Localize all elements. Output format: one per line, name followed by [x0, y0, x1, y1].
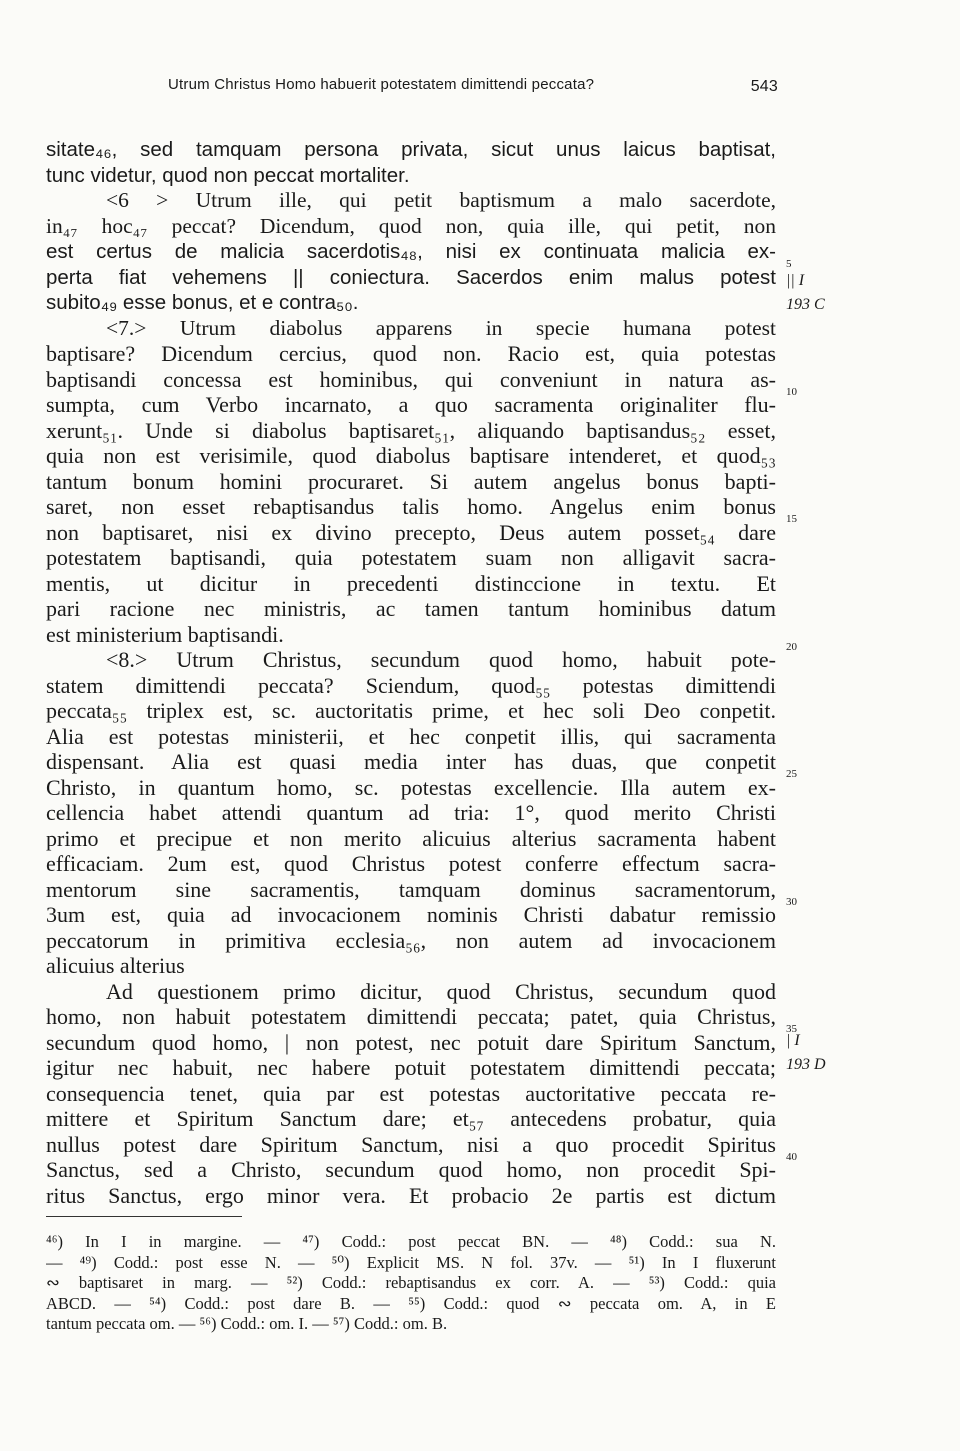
text-line: est ministerium baptisandi.: [46, 621, 284, 647]
text-line: statem dimittendi peccata? Sciendum, quod₅₅ potestas dimittendi: [46, 672, 776, 698]
text-line: 3um est, quia ad invocacionem nominis Christi dabatur remissio: [46, 902, 776, 927]
text-line: alicuius alterius: [46, 953, 185, 978]
text-line: ritus Sanctus, ergo minor vera. Et probacio 2e partis est dictum: [46, 1182, 776, 1208]
footnote-line: tantum peccata om. — ⁵⁶) Codd.: om. I. — ⁵⁷) Codd.: om. B.: [46, 1314, 448, 1333]
footnote-line: ∾ baptisaret in marg. — ⁵²) Codd.: rebaptisandus ex corr. A. — ⁵³) Codd.: quia: [46, 1273, 776, 1292]
margin-line-number: 20: [786, 641, 797, 653]
margin-line-number: 10: [786, 386, 797, 398]
running-header: [168, 76, 778, 100]
margin-line-number: 35: [786, 1023, 797, 1035]
text-line: mittere et Spiritum Sanctum dare; et₅₇ antecedens probatur, quia: [46, 1106, 776, 1131]
text-line: pari racione nec ministris, ac tamen tantum hominibus datum: [46, 596, 776, 621]
text-line: xerunt₅₁. Unde si diabolus baptisaret₅₁, aliquando baptisandus₅₂ esset,: [46, 417, 776, 443]
text-line: non baptisaret, nisi ex divino precepto, Deus autem posset₅₄ dare: [46, 519, 776, 545]
text-line: est certus de malicia sacerdotis₄₈, nisi ex continuata malicia ex-: [46, 240, 776, 263]
question-heading: <8.> Utrum Christus, secundum quod homo, habuit pote-: [106, 647, 776, 672]
footnote-line: — ⁴⁹) Codd.: post esse N. — ⁵⁰) Explicit MS. N fol. 37v. — ⁵¹) In I fluxerunt: [46, 1252, 776, 1272]
text-line: mentis, ut dicitur in precedenti distinccione in textu. Et: [46, 570, 776, 596]
text-line: efficaciam. 2um est, quod Christus potest conferre effectum sacra-: [46, 851, 776, 876]
text-line: mentorum sine sacramentis, tamquam dominus sacramentorum,: [46, 876, 776, 902]
margin-folio-ref: 193 D: [786, 1056, 826, 1073]
margin-folio-ref: || I: [786, 272, 805, 289]
footnote-divider: [46, 1216, 242, 1217]
text-line: perta fiat vehemens || coniectura. Sacerdos enim malus potest: [46, 265, 776, 289]
running-title: Utrum Christus Homo habuerit potestatem dimittendi peccata?: [168, 76, 595, 93]
text-line: in₄₇ hoc₄₇ peccat? Dicendum, quod non, quia ille, qui petit, non: [46, 213, 776, 238]
text-line: igitur nec habuit, nec habere potuit potestatem dimittendi peccata;: [46, 1055, 776, 1080]
text-line: sitate₄₆, sed tamquam persona privata, sicut unus laicus baptisat,: [46, 138, 776, 161]
text-line: homo, non habuit potestatem dimittendi peccata; patet, quia Christus,: [46, 1004, 776, 1029]
footnote-line: ABCD. — ⁵⁴) Codd.: post dare B. — ⁵⁵) Codd.: quod ∾ peccata om. A, in E: [46, 1293, 776, 1313]
text-line: subito₄₉ esse bonus, et e contra₅₀.: [46, 291, 359, 314]
text-line: tantum bonum homini procuraret. Si autem angelus bonus bapti-: [46, 468, 776, 494]
question-heading: <7.> Utrum diabolus apparens in specie humana potest: [106, 315, 776, 340]
text-line: secundum quod homo, | non potest, nec potuit dare Spiritum Sanctum,: [46, 1029, 776, 1055]
text-line: tunc videtur, quod non peccat mortaliter.: [46, 163, 410, 187]
text-line: quia non est verisimile, quod diabolus baptisare intenderet, et quod₅₃: [46, 443, 776, 468]
text-line: baptisandi concessa est hominibus, qui conveniunt in natura as-: [46, 366, 776, 392]
margin-line-number: 40: [786, 1151, 797, 1163]
text-line: dispensant. Alia est quasi media inter has duas, que conpetit: [46, 749, 776, 774]
margin-line-number: 5: [786, 258, 792, 270]
text-line: consequencia tenet, quia par est potestas auctoritative peccata re-: [46, 1080, 776, 1106]
text-line: Christo, in quantum homo, sc. potestas excellencie. Illa autem ex-: [46, 774, 776, 800]
text-line: baptisare? Dicendum cercius, quod non. Racio est, quia potestas: [46, 341, 776, 366]
text-line: sumpta, cum Verbo incarnato, a quo sacramenta originaliter flu-: [46, 392, 776, 417]
margin-line-number: 15: [786, 513, 797, 525]
page-number: 543: [750, 78, 778, 95]
margin-line-number: 30: [786, 896, 797, 908]
margin-line-number: 25: [786, 768, 797, 780]
text-line: Alia est potestas ministerii, et hec conpetit illis, qui sacramenta: [46, 723, 776, 749]
margin-folio-ref: | I: [786, 1032, 800, 1049]
text-line: peccatorum in primitiva ecclesia₅₆, non autem ad invocacionem: [46, 927, 776, 953]
text-line: Sanctus, sed a Christo, secundum quod homo, non procedit Spi-: [46, 1157, 776, 1182]
main-text: [46, 137, 776, 1208]
margin-folio-ref: 193 C: [786, 296, 825, 313]
text-line: Ad questionem primo dicitur, quod Christus, secundum quod: [106, 978, 776, 1004]
footnotes: [46, 1232, 776, 1335]
text-line: cellencia habet attendi quantum ad tria: 1°, quod merito Christi: [46, 800, 776, 825]
text-line: potestatem baptisandi, quia potestatem suam non alligavit sacra-: [46, 545, 776, 570]
text-line: saret, non esset rebaptisandus talis homo. Angelus enim bonus: [46, 494, 776, 519]
text-line: peccata₅₅ triplex est, sc. auctoritatis prime, et hec soli Deo conpetit.: [46, 698, 776, 723]
footnote-line: ⁴⁶) In I in margine. — ⁴⁷) Codd.: post peccat BN. — ⁴⁸) Codd.: sua N.: [46, 1232, 776, 1251]
question-heading: <6 > Utrum ille, qui petit baptismum a malo sacerdote,: [106, 188, 776, 212]
text-line: primo et precipue et non merito alicuius alterius sacramenta habent: [46, 825, 776, 851]
text-line: nullus potest dare Spiritum Sanctum, nisi a quo procedit Spiritus: [46, 1131, 776, 1157]
